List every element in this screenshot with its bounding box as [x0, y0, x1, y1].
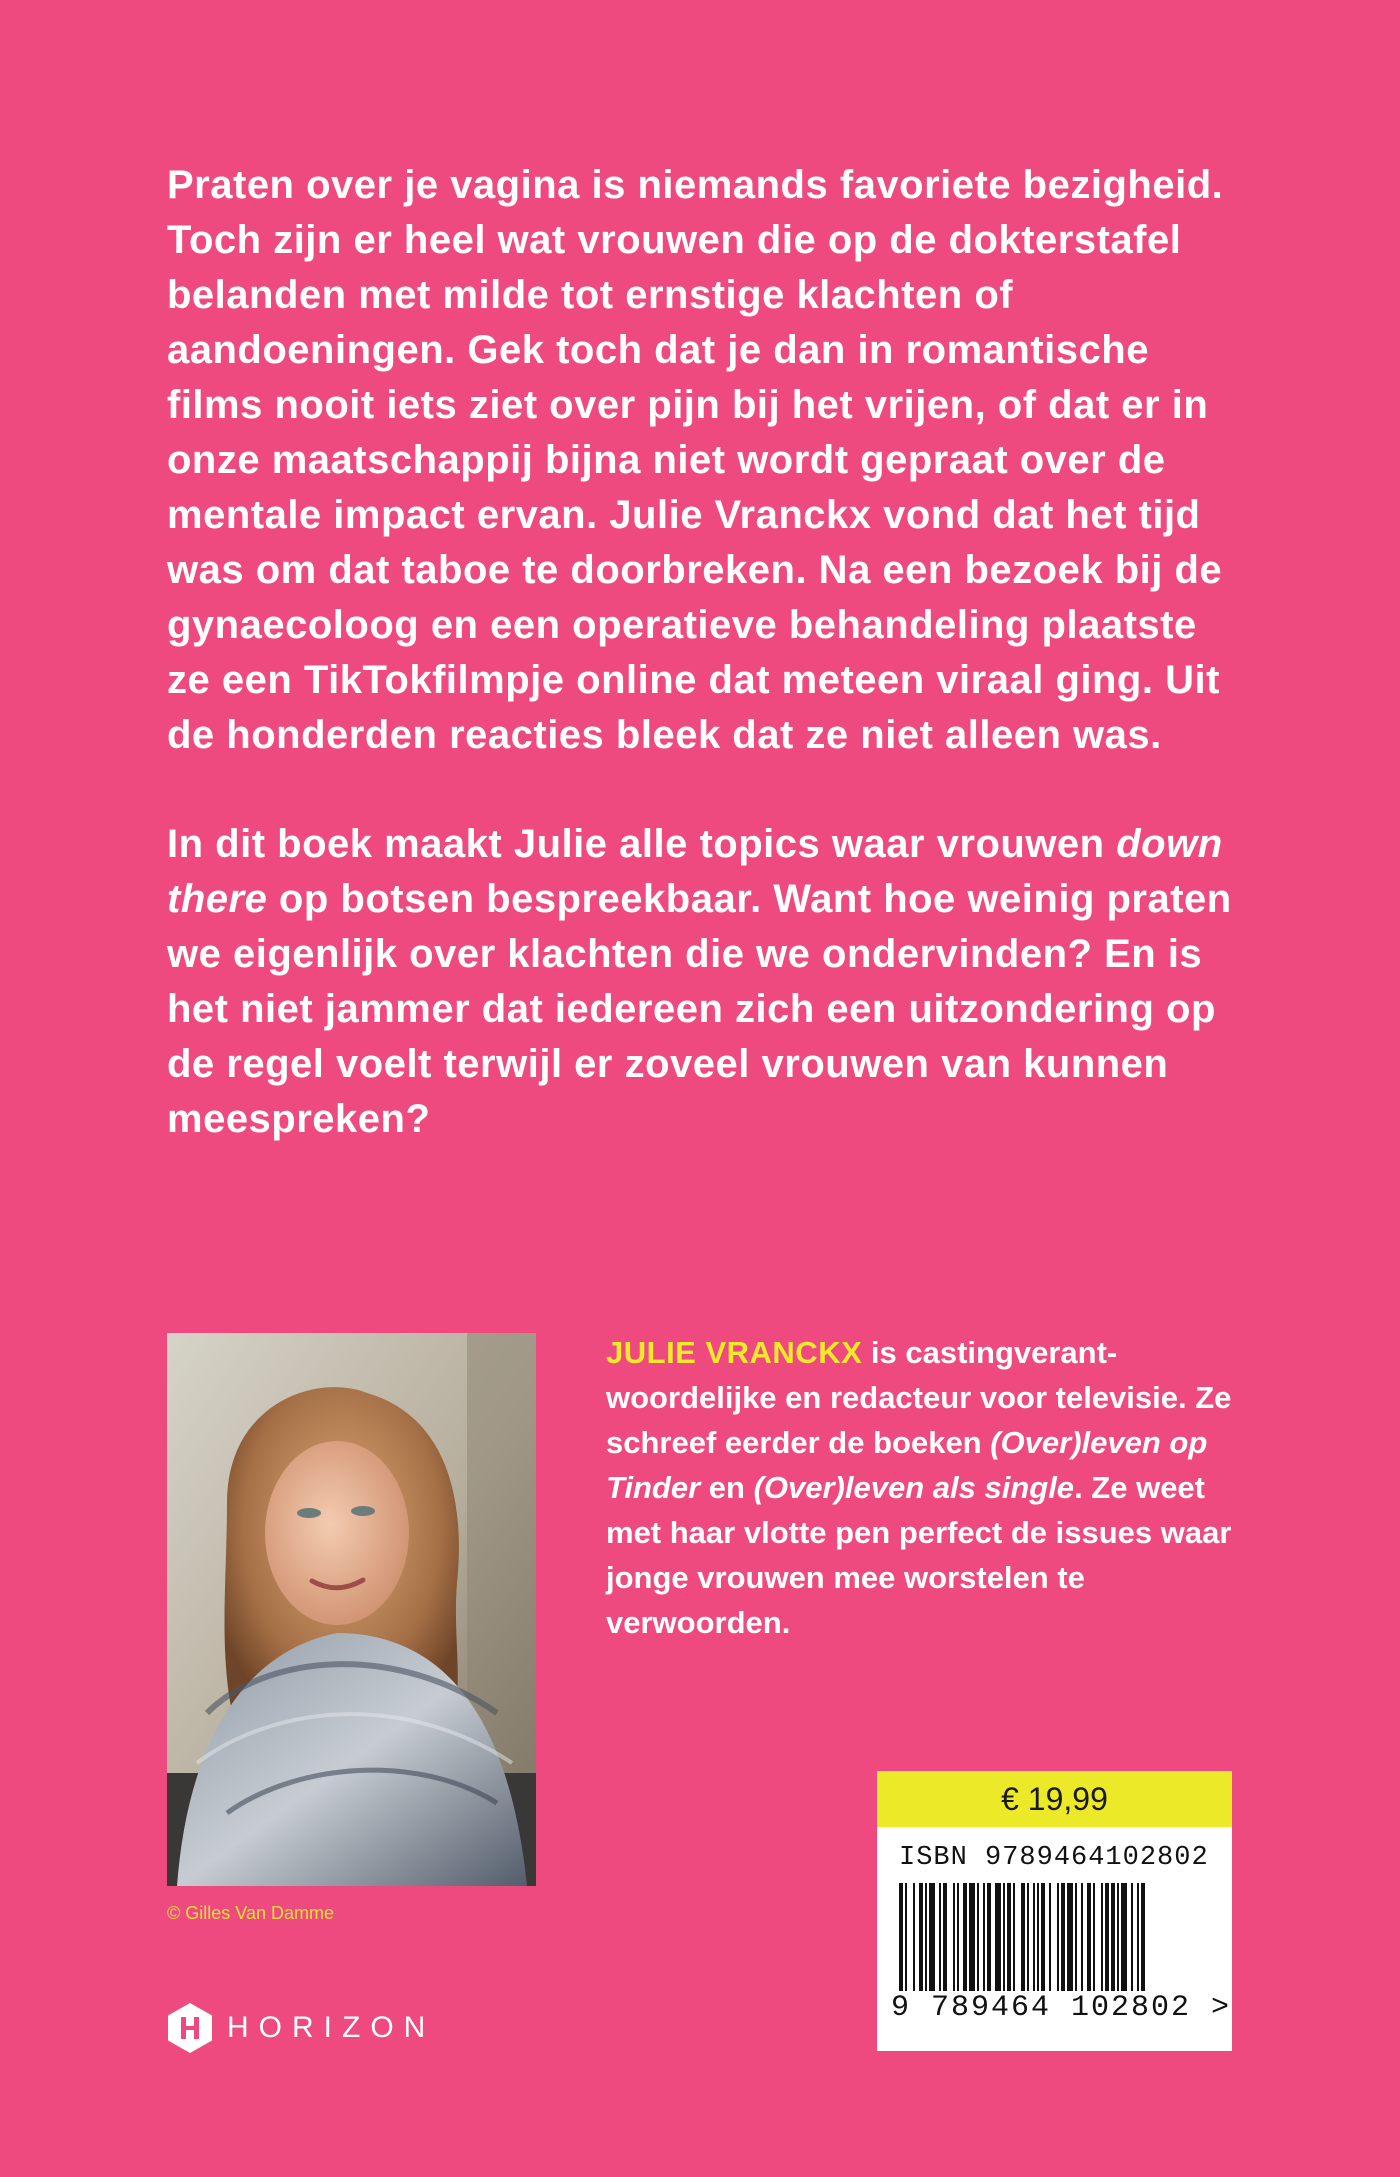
author-photo — [167, 1333, 536, 1886]
price-barcode-box — [877, 1771, 1232, 2051]
back-cover-blurb — [167, 158, 1247, 1147]
author-bio — [606, 1330, 1246, 1645]
blurb-paragraph-2 — [167, 817, 1247, 1147]
bio-text-1: is castingverant-woordelijke en redacteur voor televisie. Ze schreef eerder de boeken — [606, 1335, 1232, 1460]
blurb-paragraph-2-end: op botsen bespreekbaar. Want hoe weinig praten we eigenlijk over klachten die we ondervinden? En is het niet jammer dat iedereen zich een uitzondering op de regel voelt terwijl er zoveel vrouwen van kunnen meespreken? — [167, 877, 1232, 1141]
previous-book-2: (Over)leven als single — [753, 1470, 1075, 1505]
photo-credit: © Gilles Van Damme — [167, 1903, 334, 1923]
blurb-paragraph-2-start: In dit boek maakt Julie alle topics waar vrouwen — [167, 822, 1117, 866]
horizon-logo-icon — [167, 2002, 213, 2054]
barcode-digits-text: 9 789464 102802 > — [891, 1991, 1232, 2025]
bio-text-3: . Ze weet met haar vlotte pen perfect de issues waar jonge vrouwen mee worstelen te verwoorden. — [606, 1470, 1232, 1640]
barcode — [899, 1883, 1210, 1991]
bio-text-2: en — [700, 1470, 754, 1505]
isbn-label: ISBN 9789464102802 — [899, 1843, 1209, 1873]
author-name: JULIE VRANCKX — [606, 1335, 863, 1370]
publisher-name: HORIZON — [227, 2011, 436, 2044]
barcode-digits — [877, 1991, 1232, 2025]
author-bio-text — [606, 1330, 1246, 1645]
previous-book-1: (Over)leven op Tinder — [606, 1425, 1208, 1505]
blurb-italic-phrase: down there — [167, 822, 1223, 921]
price-label: € 19,99 — [877, 1771, 1232, 1827]
blurb-paragraph-1: Praten over je vagina is niemands favoriete bezigheid. Toch zijn er heel wat vrouwen die op de dokterstafel belanden met milde tot ernstige klachten of aandoeningen. Gek toch dat je dan in romantische films nooit iets ziet over pijn bij het vrijen, of dat er in onze maatschappij bijna niet wordt gepraat over de mentale impact ervan. Julie Vranckx vond dat het tijd was om dat taboe te doorbreken. Na een bezoek bij de gynaecoloog en een operatieve behandeling plaatste ze een TikTokfilmpje online dat meteen viraal ging. Uit de honderden reacties bleek dat ze niet alleen was. — [167, 163, 1224, 757]
publisher-logo — [167, 2002, 435, 2054]
